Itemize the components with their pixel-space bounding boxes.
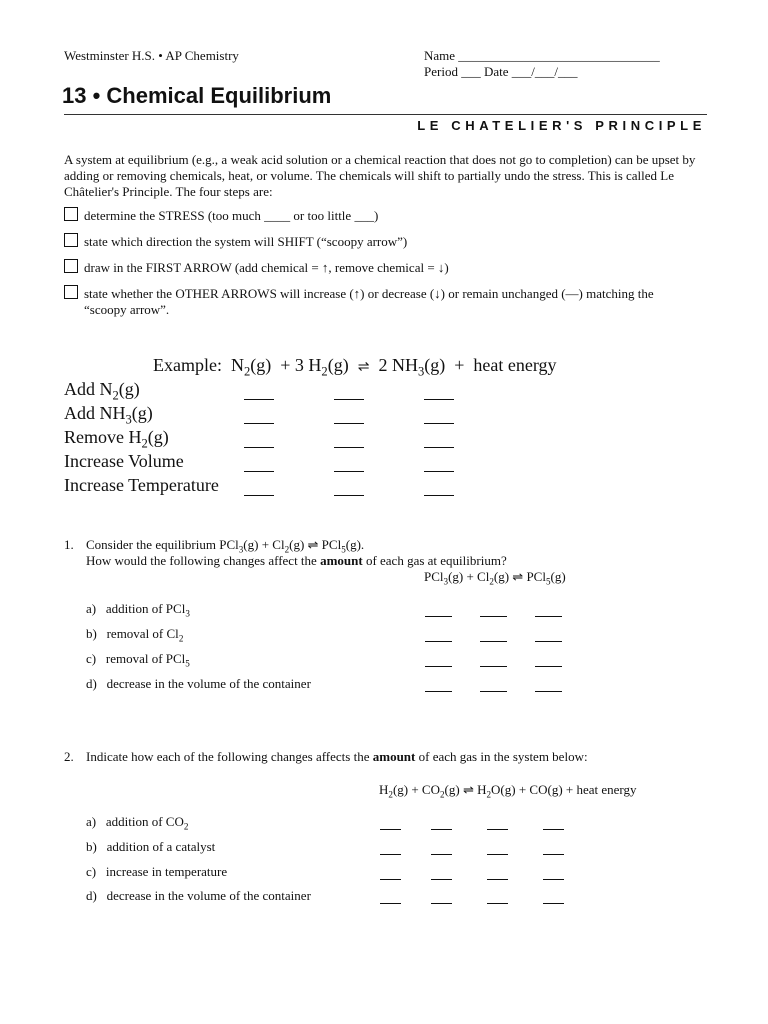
answer-blank[interactable]	[480, 641, 507, 642]
answer-blank[interactable]	[535, 691, 562, 692]
answer-blank[interactable]	[380, 829, 401, 830]
answer-blank[interactable]	[543, 903, 564, 904]
example-row: Add $N_2(g)$	[64, 379, 140, 403]
step-4	[64, 285, 714, 318]
answer-blank[interactable]	[334, 399, 364, 400]
answer-blank[interactable]	[480, 616, 507, 617]
answer-blank[interactable]	[244, 495, 274, 496]
answer-blank[interactable]	[487, 879, 508, 880]
q1-equation: $PCl_3(g) + Cl_2(g)$ ⇌ PCl$_5$(g)	[424, 569, 566, 587]
name-field[interactable]: Name _______________________________	[424, 48, 660, 63]
checkbox[interactable]	[64, 233, 78, 247]
answer-blank[interactable]	[380, 903, 401, 904]
q1-line1: Consider the equilibrium $PCl_3(g) + Cl_2(g)$ ⇌ PCl$_5$(g).	[86, 537, 365, 555]
answer-blank[interactable]	[424, 447, 454, 448]
answer-blank[interactable]	[425, 666, 452, 667]
page-title: 13 • Chemical Equilibrium	[62, 83, 332, 108]
example-equation: Example: $N_2(g) + 3$ $H_2(g)$ ⇌ 2 $NH_3(g)$ + heat energy	[153, 355, 557, 379]
q2-item: d) decrease in the volume of the container	[86, 888, 311, 903]
answer-blank[interactable]	[431, 903, 452, 904]
answer-blank[interactable]	[431, 829, 452, 830]
answer-blank[interactable]	[535, 616, 562, 617]
step-text: draw in the FIRST ARROW (add chemical = ↑, remove chemical = ↓)	[84, 260, 449, 275]
answer-blank[interactable]	[431, 879, 452, 880]
q2-item: c) increase in temperature	[86, 864, 228, 879]
answer-blank[interactable]	[334, 423, 364, 424]
answer-blank[interactable]	[380, 879, 401, 880]
q2-item: a) addition of $CO_2$	[86, 814, 189, 832]
answer-blank[interactable]	[244, 471, 274, 472]
answer-blank[interactable]	[543, 829, 564, 830]
example-row: Increase Volume	[64, 451, 184, 471]
intro-paragraph: A system at equilibrium (e.g., a weak acid solution or a chemical reaction that does not go to completion) can be upset by adding or removing chemicals, heat, or volume. The chemicals will shift to partially undo the stress. This is called Le Châtelier's Principle. The four steps are:	[64, 152, 696, 199]
answer-blank[interactable]	[535, 641, 562, 642]
answer-blank[interactable]	[487, 829, 508, 830]
checkbox[interactable]	[64, 207, 78, 221]
answer-blank[interactable]	[425, 691, 452, 692]
step-text: state which direction the system will SHIFT (“scoopy arrow”)	[84, 234, 408, 249]
step-text: state whether the OTHER ARROWS will increase (↑) or decrease (↓) or remain unchanged (—) matching the	[84, 286, 654, 301]
page-subtitle: LE CHATELIER'S PRINCIPLE	[417, 118, 706, 133]
answer-blank[interactable]	[480, 691, 507, 692]
answer-blank[interactable]	[424, 423, 454, 424]
q1-number: 1.	[64, 537, 74, 552]
answer-blank[interactable]	[334, 471, 364, 472]
answer-blank[interactable]	[244, 423, 274, 424]
answer-blank[interactable]	[431, 854, 452, 855]
example-row: Increase Temperature	[64, 475, 219, 495]
q1-line2: How would the following changes affect the amount of each gas at equilibrium?	[86, 553, 507, 568]
example-row: Remove $H_2(g)$	[64, 427, 169, 451]
example-row: Add $NH_3(g)$	[64, 403, 153, 427]
step-3	[64, 259, 714, 276]
q1-item: a) addition of PCl$_3$	[86, 601, 190, 619]
answer-blank[interactable]	[543, 879, 564, 880]
answer-blank[interactable]	[334, 447, 364, 448]
answer-blank[interactable]	[535, 666, 562, 667]
q2-equation: $H_2(g) + CO_2(g)$ ⇌ $H_2O(g) + CO(g)$ + heat energy	[379, 782, 637, 800]
answer-blank[interactable]	[424, 399, 454, 400]
q1-item: d) decrease in the volume of the container	[86, 676, 311, 691]
checkbox[interactable]	[64, 285, 78, 299]
answer-blank[interactable]	[334, 495, 364, 496]
answer-blank[interactable]	[480, 666, 507, 667]
step-text: determine the STRESS (too much ____ or too little ___)	[84, 208, 379, 223]
answer-blank[interactable]	[244, 447, 274, 448]
answer-blank[interactable]	[424, 471, 454, 472]
answer-blank[interactable]	[487, 854, 508, 855]
q1-item: c) removal of PCl$_5$	[86, 651, 190, 669]
checkbox[interactable]	[64, 259, 78, 273]
example-label: Example:	[153, 355, 222, 375]
course-label: Westminster H.S. • AP Chemistry	[64, 48, 239, 63]
step-2	[64, 233, 714, 250]
q2-item: b) addition of a catalyst	[86, 839, 216, 854]
period-date-field[interactable]: Period ___ Date ___/___/___	[424, 64, 578, 79]
title-rule	[64, 114, 707, 115]
step-text-continued: “scoopy arrow”.	[84, 302, 170, 317]
answer-blank[interactable]	[425, 616, 452, 617]
step-1	[64, 207, 714, 224]
answer-blank[interactable]	[244, 399, 274, 400]
answer-blank[interactable]	[424, 495, 454, 496]
q1-item: b) removal of $Cl_2$	[86, 626, 184, 644]
answer-blank[interactable]	[380, 854, 401, 855]
q2-number: 2.	[64, 749, 74, 764]
answer-blank[interactable]	[543, 854, 564, 855]
q2-line: Indicate how each of the following changes affects the amount of each gas in the system below:	[86, 749, 588, 764]
answer-blank[interactable]	[425, 641, 452, 642]
answer-blank[interactable]	[487, 903, 508, 904]
